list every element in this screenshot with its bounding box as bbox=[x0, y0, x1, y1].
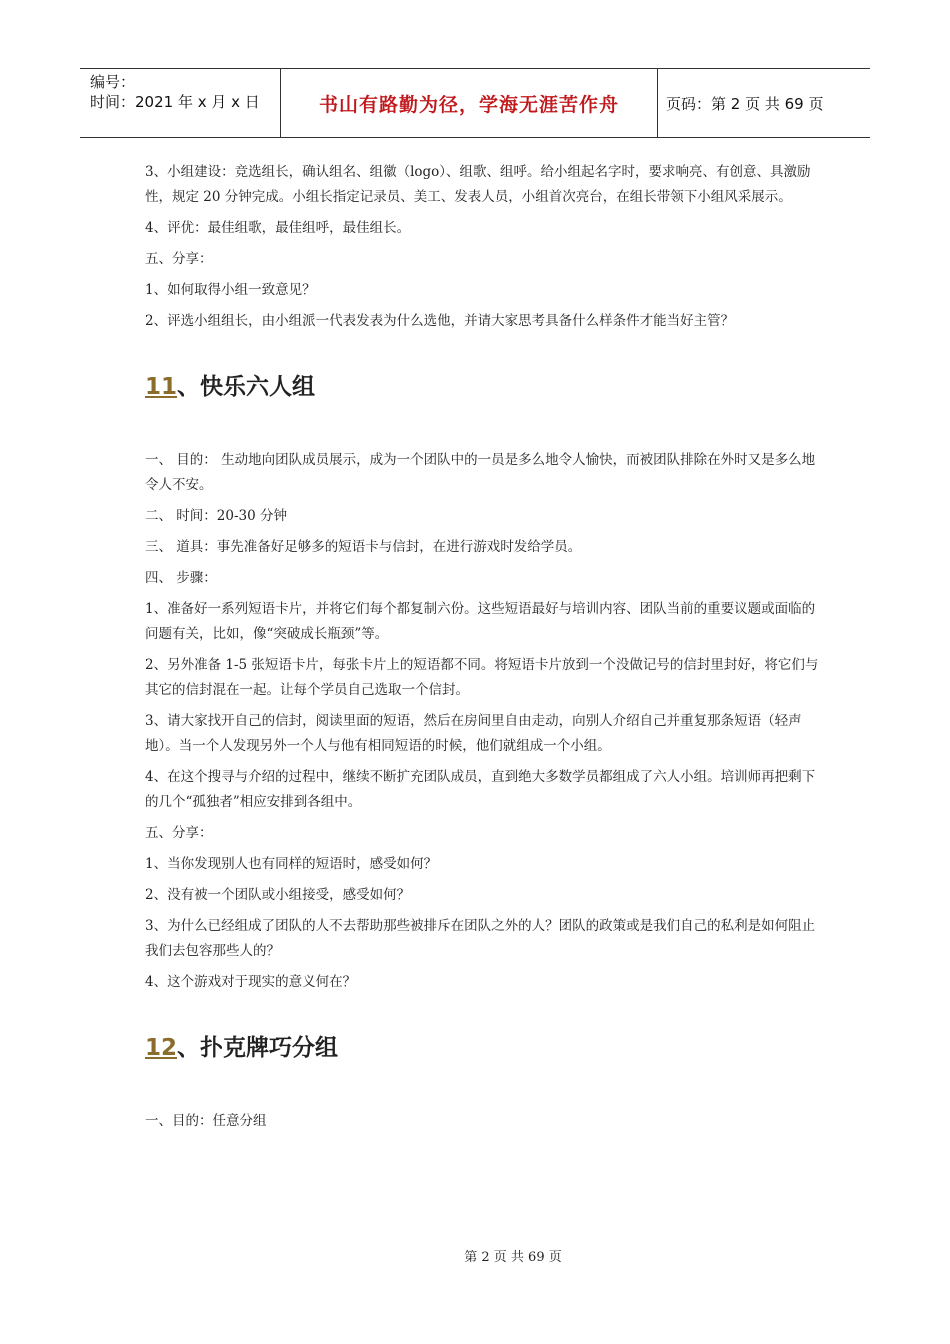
section-11-title: 、快乐六人组 bbox=[177, 374, 316, 400]
page-footer: 第 2 页 共 69 页 bbox=[464, 1250, 562, 1265]
body-paragraph: 4、评优：最佳组歌，最佳组呼，最佳组长。 bbox=[145, 220, 411, 236]
header-motto: 书山有路勤为径，学海无涯苦作舟 bbox=[318, 93, 619, 116]
body-paragraph: 五、分享： bbox=[145, 825, 213, 841]
document-date: 时间：2021 年 x 月 x 日 bbox=[90, 93, 260, 111]
body-paragraph: 4、在这个搜寻与介绍的过程中，继续不断扩充团队成员，直到绝大多数学员都组成了六人小组。培训师再把剩下的几个“孤独者”相应安排到各组中。 bbox=[145, 769, 816, 810]
document-body bbox=[145, 160, 825, 1140]
body-paragraph: 一、目的：任意分组 bbox=[145, 1113, 267, 1129]
body-paragraph: 一、 目的： 生动地向团队成员展示，成为一个团队中的一员是多么地令人愉快，而被团队排除在外时又是多么地令人不安。 bbox=[145, 452, 816, 493]
section-11-number: 11 bbox=[145, 374, 178, 400]
body-paragraph: 1、如何取得小组一致意见？ bbox=[145, 282, 316, 298]
body-paragraph: 3、请大家找开自己的信封，阅读里面的短语，然后在房间里自由走动，向别人介绍自己并重复那条短语（轻声地）。当一个人发现另外一个人与他有相同短语的时候，他们就组成一个小组。 bbox=[145, 713, 802, 754]
body-paragraph: 2、没有被一个团队或小组接受，感受如何？ bbox=[145, 887, 411, 903]
header-page-cell bbox=[658, 69, 870, 137]
body-paragraph: 三、 道具：事先准备好足够多的短语卡与信封，在进行游戏时发给学员。 bbox=[145, 539, 582, 555]
section-12-number: 12 bbox=[145, 1035, 178, 1061]
body-paragraph: 五、分享： bbox=[145, 251, 213, 267]
body-paragraph: 四、 步骤： bbox=[145, 570, 217, 586]
body-paragraph: 3、为什么已经组成了团队的人不去帮助那些被排斥在团队之外的人？团队的政策或是我们自己的私利是如何阻止我们去包容那些人的？ bbox=[145, 918, 816, 959]
body-paragraph: 1、当你发现别人也有同样的短语时，感受如何？ bbox=[145, 856, 438, 872]
section-11-heading bbox=[145, 372, 825, 402]
body-paragraph: 二、 时间：20-30 分钟 bbox=[145, 508, 288, 524]
section-12-heading bbox=[145, 1033, 825, 1063]
body-paragraph: 2、评选小组组长，由小组派一代表发表为什么选他，并请大家思考具备什么样条件才能当好主管？ bbox=[145, 313, 735, 329]
body-paragraph: 2、另外准备 1-5 张短语卡片，每张卡片上的短语都不同。将短语卡片放到一个没做记号的信封里封好，将它们与其它的信封混在一起。让每个学员自己选取一个信封。 bbox=[145, 657, 819, 698]
header-motto-cell bbox=[281, 69, 658, 137]
header-page-info: 页码：第 2 页 共 69 页 bbox=[666, 94, 824, 113]
body-paragraph: 4、这个游戏对于现实的意义何在？ bbox=[145, 974, 357, 990]
body-paragraph: 3、小组建设：竞选组长，确认组名、组徽（logo）、组歌、组呼。给小组起名字时，要求响亮、有创意、具激励性，规定 20 分钟完成。小组长指定记录员、美工、发表人员，小组首次亮台，在组长带领下小组风采展示。 bbox=[145, 164, 811, 205]
header-meta-cell bbox=[80, 69, 281, 137]
document-code-label: 编号： bbox=[90, 73, 136, 91]
document-header bbox=[80, 68, 870, 138]
section-12-title: 、扑克牌巧分组 bbox=[177, 1035, 339, 1061]
body-paragraph: 1、准备好一系列短语卡片，并将它们每个都复制六份。这些短语最好与培训内容、团队当前的重要议题或面临的问题有关，比如，像“突破成长瓶颈”等。 bbox=[145, 601, 816, 642]
